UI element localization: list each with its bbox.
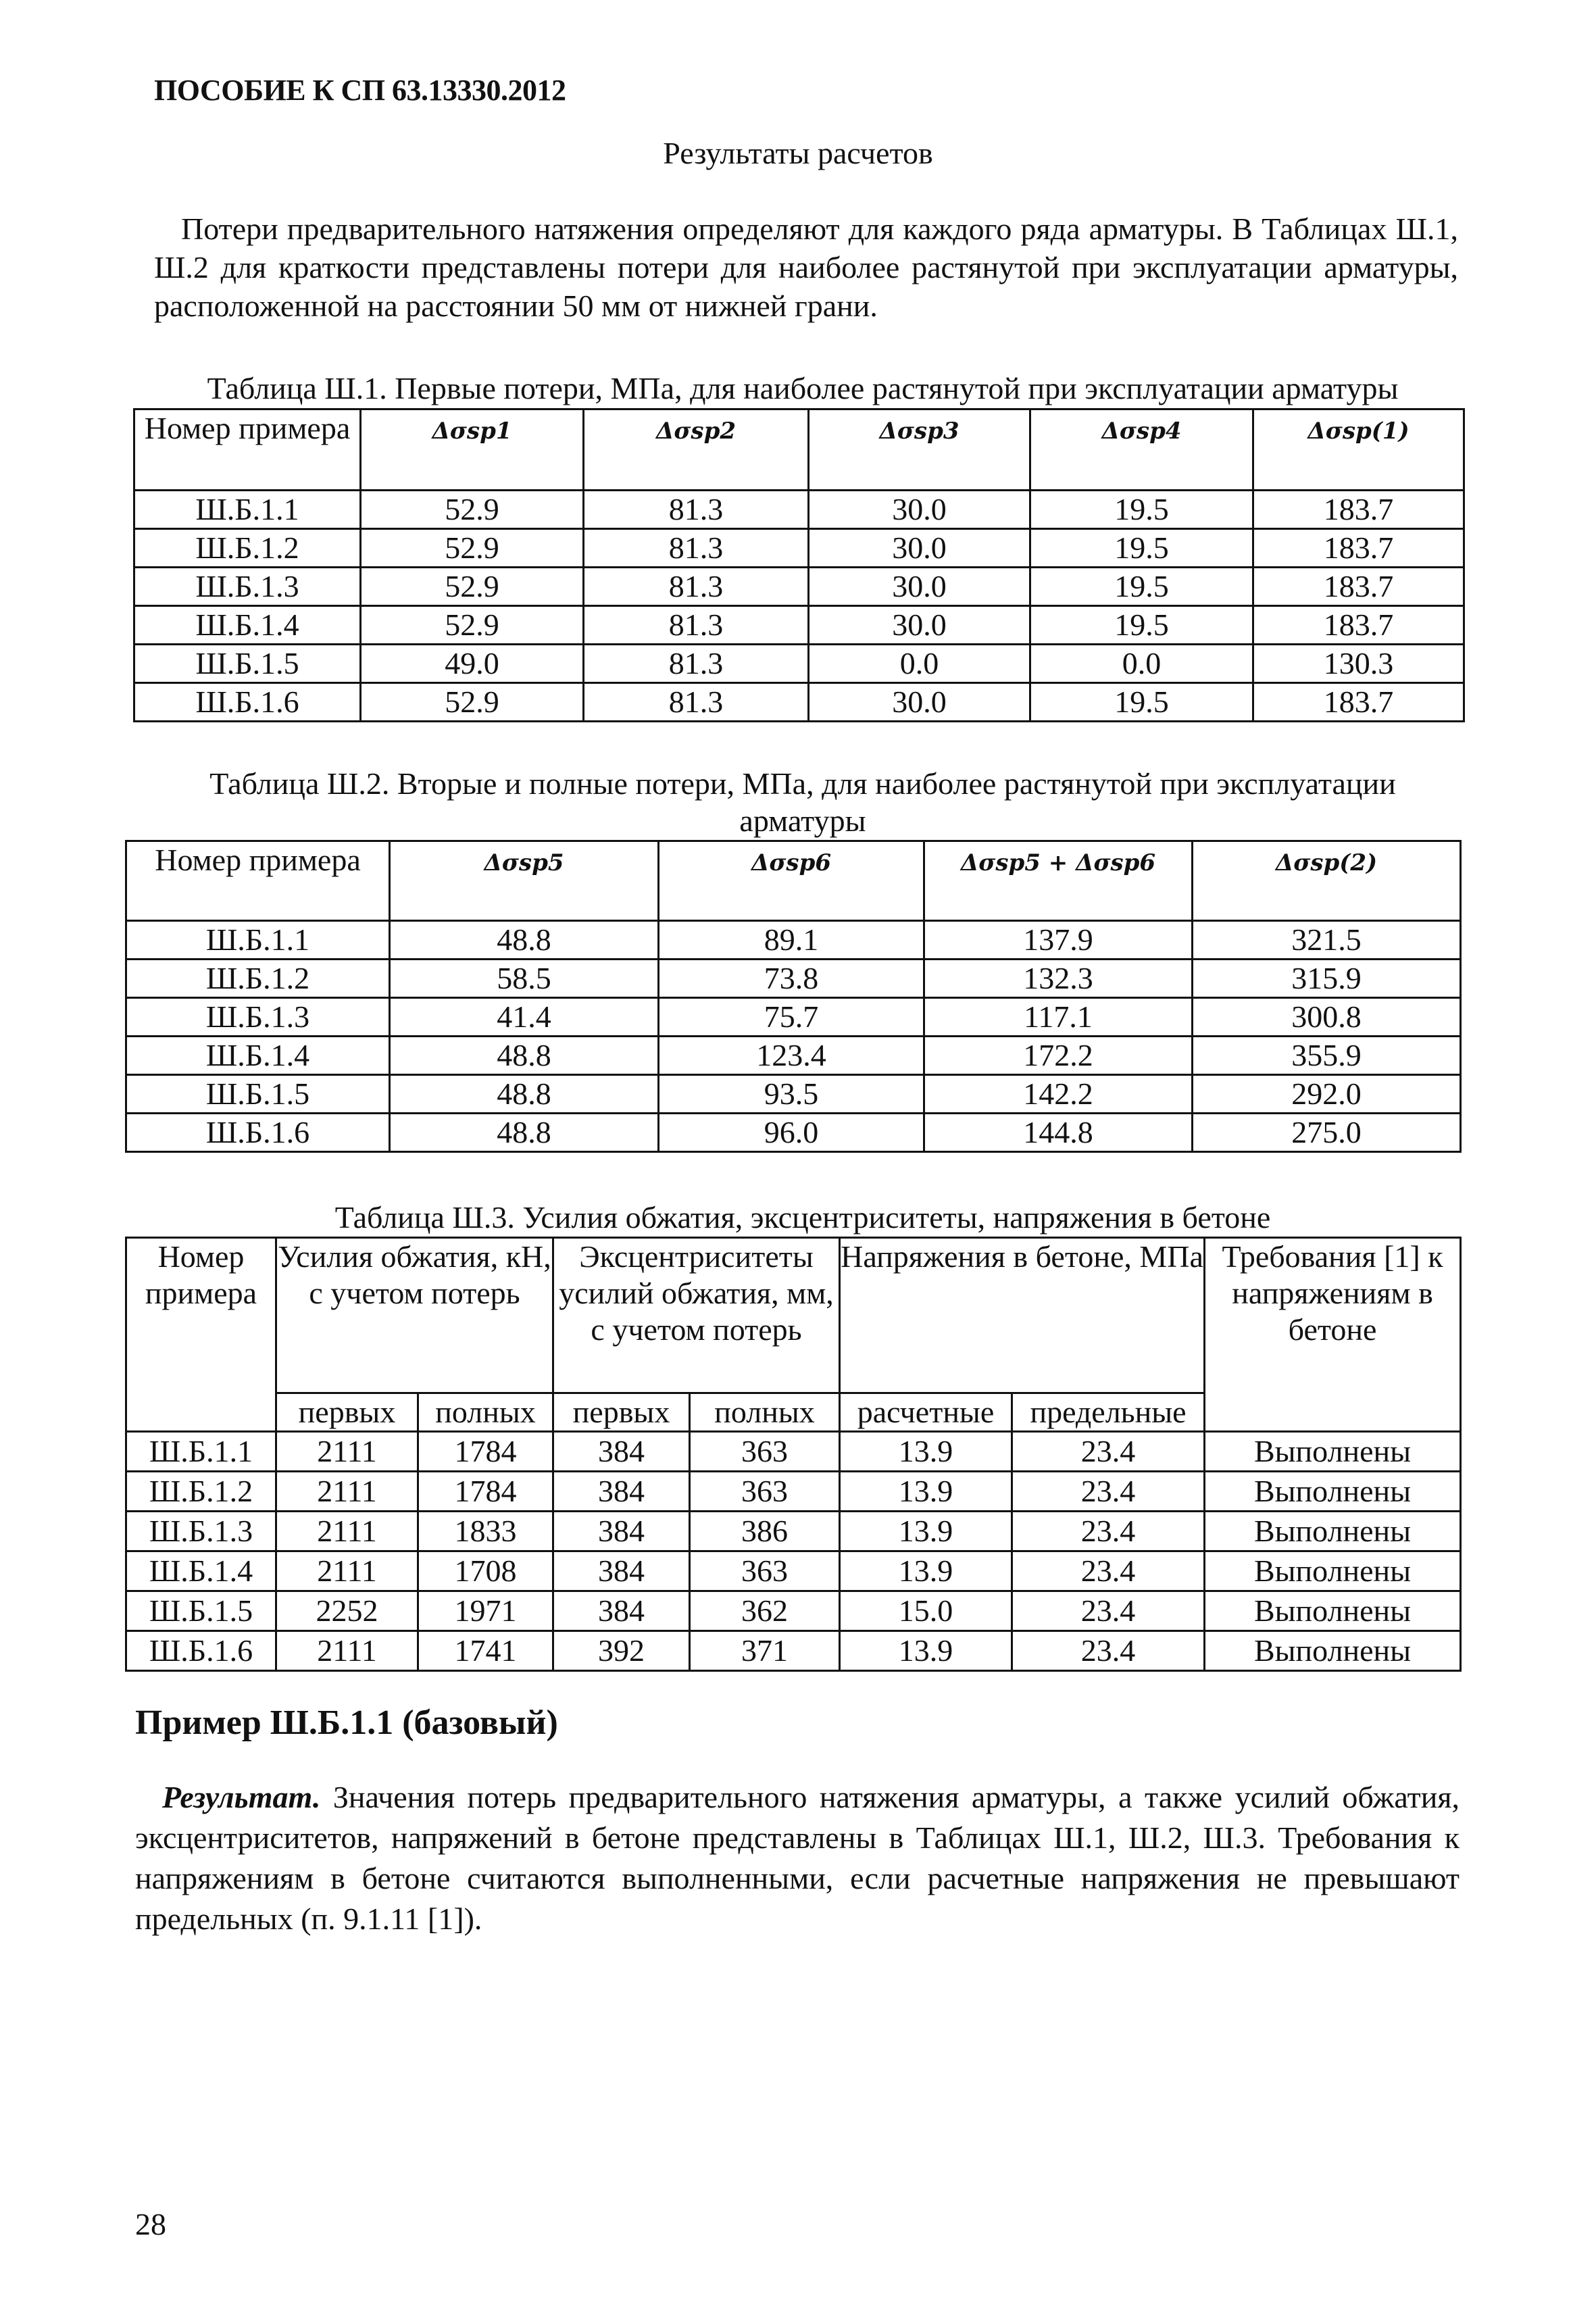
- table1-cell: 0.0: [809, 645, 1030, 683]
- table3-row: [126, 1432, 1461, 1472]
- table3-cell: Выполнены: [1205, 1432, 1461, 1472]
- intro-text: Потери предварительного натяжения определяют для каждого ряда арматуры. В Таблицах Ш.1, Ш.2 для краткости представлены потери для наиболее растянутой при эксплуатации арматуры, расположенной на расстоянии 50 мм от нижней грани.: [154, 211, 1458, 323]
- table3-row: [126, 1512, 1461, 1551]
- table2-cell: 292.0: [1193, 1075, 1461, 1114]
- table3-cell: 386: [690, 1512, 840, 1551]
- table2-header-row: [126, 841, 1461, 921]
- table3-cell: Ш.Б.1.5: [126, 1591, 276, 1631]
- table3-cell: 384: [553, 1591, 690, 1631]
- table2-cell: 75.7: [659, 998, 924, 1037]
- table2-cell: 48.8: [390, 1037, 659, 1075]
- table1-header-row: [134, 409, 1464, 491]
- table3-cell: 2111: [276, 1472, 418, 1512]
- table2-cell: 48.8: [390, 1075, 659, 1114]
- table1-header-cell: [1253, 409, 1464, 491]
- table2-cell: 355.9: [1193, 1037, 1461, 1075]
- table3-cell: 2252: [276, 1591, 418, 1631]
- table3-cell: 1833: [418, 1512, 553, 1551]
- table1: [133, 408, 1465, 722]
- table1-caption: Таблица Ш.1. Первые потери, МПа, для наиболее растянутой при эксплуатации арматуры: [207, 371, 1399, 405]
- table2-cell: 89.1: [659, 921, 924, 960]
- table1-cell: 30.0: [809, 491, 1030, 529]
- table3-cell: 1971: [418, 1591, 553, 1631]
- table3-subheader-cell: предельные: [1012, 1393, 1205, 1432]
- result-paragraph: [135, 1777, 1460, 1939]
- table1-row: [134, 683, 1464, 722]
- table3-cell: 2111: [276, 1512, 418, 1551]
- table3-cell: Выполнены: [1205, 1631, 1461, 1671]
- table2-cell: 123.4: [659, 1037, 924, 1075]
- table3-cell: Ш.Б.1.1: [126, 1432, 276, 1472]
- table3-subheader-cell: первых: [276, 1393, 418, 1432]
- table1-cell: 52.9: [361, 491, 584, 529]
- table1-header-cell: [809, 409, 1030, 491]
- table3-cell: Выполнены: [1205, 1551, 1461, 1591]
- table1-cell: Ш.Б.1.1: [134, 491, 361, 529]
- table2-cell: 142.2: [924, 1075, 1193, 1114]
- table1-header-symbol: Δσsp1: [432, 418, 512, 445]
- table3-subheader-cell: полных: [690, 1393, 840, 1432]
- table2-cell: 41.4: [390, 998, 659, 1037]
- table2-body: [126, 921, 1461, 1152]
- section-title: Результаты расчетов: [663, 136, 933, 170]
- table3-cell: Выполнены: [1205, 1472, 1461, 1512]
- table3-header-cell: Напряжения в бетоне, МПа: [840, 1238, 1205, 1393]
- table3: [125, 1237, 1462, 1672]
- table2-cell: 172.2: [924, 1037, 1193, 1075]
- table1-cell: 30.0: [809, 683, 1030, 722]
- table3-cell: 363: [690, 1472, 840, 1512]
- table3-cell: 15.0: [840, 1591, 1012, 1631]
- table1-cell: 81.3: [584, 683, 809, 722]
- table1-cell: 19.5: [1030, 683, 1253, 722]
- table2-row: [126, 921, 1461, 960]
- table2-cell: 300.8: [1193, 998, 1461, 1037]
- table1-cell: 19.5: [1030, 568, 1253, 606]
- table1-cell: 19.5: [1030, 529, 1253, 568]
- table1-cell: Ш.Б.1.4: [134, 606, 361, 645]
- document-header: ПОСОБИЕ К СП 63.13330.2012: [154, 74, 566, 107]
- table2-cell: 315.9: [1193, 960, 1461, 998]
- table2-row: [126, 998, 1461, 1037]
- table3-row: [126, 1591, 1461, 1631]
- table3-row: [126, 1631, 1461, 1671]
- table2-cell: Ш.Б.1.6: [126, 1114, 390, 1152]
- table3-cell: 23.4: [1012, 1591, 1205, 1631]
- table2-header-cell: [924, 841, 1193, 921]
- table3-header-cell: Эксцентриситеты усилий обжатия, мм, с учетом потерь: [553, 1238, 840, 1393]
- table3-cell: 23.4: [1012, 1631, 1205, 1671]
- table1-row: [134, 568, 1464, 606]
- table3-cell: 1784: [418, 1472, 553, 1512]
- table2-cell: Ш.Б.1.2: [126, 960, 390, 998]
- table2-cell: 48.8: [390, 1114, 659, 1152]
- table1-cell: 183.7: [1253, 606, 1464, 645]
- table2-cell: 117.1: [924, 998, 1193, 1037]
- table2-cell: 73.8: [659, 960, 924, 998]
- table1-cell: 19.5: [1030, 491, 1253, 529]
- table3-header-row: [126, 1238, 1461, 1393]
- table3-header-cell: Усилия обжатия, кН, с учетом потерь: [276, 1238, 553, 1393]
- table1-body: [134, 491, 1464, 722]
- table1-cell: 183.7: [1253, 491, 1464, 529]
- table1-cell: Ш.Б.1.5: [134, 645, 361, 683]
- table2-cell: 144.8: [924, 1114, 1193, 1152]
- table1-cell: 30.0: [809, 606, 1030, 645]
- table1-cell: 30.0: [809, 529, 1030, 568]
- table3-cell: 13.9: [840, 1512, 1012, 1551]
- table3-cell: 384: [553, 1472, 690, 1512]
- table3-cell: Выполнены: [1205, 1512, 1461, 1551]
- table1-header-symbol: Δσsp4: [1101, 418, 1182, 445]
- table1-cell: 52.9: [361, 529, 584, 568]
- table3-cell: 1741: [418, 1631, 553, 1671]
- table2-row: [126, 1114, 1461, 1152]
- table3-cell: 13.9: [840, 1432, 1012, 1472]
- table3-cell: Ш.Б.1.2: [126, 1472, 276, 1512]
- table2-cell: Ш.Б.1.4: [126, 1037, 390, 1075]
- result-label: Результат.: [162, 1780, 321, 1814]
- table1-cell: 81.3: [584, 568, 809, 606]
- table3-cell: 392: [553, 1631, 690, 1671]
- table1-cell: 52.9: [361, 683, 584, 722]
- table2-header-cell: [1193, 841, 1461, 921]
- table3-cell: 363: [690, 1551, 840, 1591]
- intro-paragraph: [154, 209, 1458, 325]
- example-title: Пример Ш.Б.1.1 (базовый): [135, 1703, 558, 1742]
- table1-row: [134, 491, 1464, 529]
- table2-caption-line1: Таблица Ш.2. Вторые и полные потери, МПа, для наиболее растянутой при эксплуатации: [209, 766, 1396, 801]
- table2-cell: Ш.Б.1.3: [126, 998, 390, 1037]
- table1-row: [134, 606, 1464, 645]
- table2-row: [126, 960, 1461, 998]
- table2-cell: 137.9: [924, 921, 1193, 960]
- table3-header-cell: Номер примера: [126, 1238, 276, 1432]
- table3-cell: 384: [553, 1432, 690, 1472]
- table2-cell: Ш.Б.1.1: [126, 921, 390, 960]
- table3-cell: 1708: [418, 1551, 553, 1591]
- table1-row: [134, 529, 1464, 568]
- table3-cell: 23.4: [1012, 1551, 1205, 1591]
- table1-cell: 130.3: [1253, 645, 1464, 683]
- table2-cell: 58.5: [390, 960, 659, 998]
- table3-cell: Ш.Б.1.6: [126, 1631, 276, 1671]
- table3-cell: Выполнены: [1205, 1591, 1461, 1631]
- table2-caption-line2: арматуры: [739, 803, 866, 838]
- table1-header-symbol: Δσsp3: [879, 418, 959, 445]
- table3-subheader-cell: полных: [418, 1393, 553, 1432]
- result-text: Значения потерь предварительного натяжения арматуры, а также усилий обжатия, эксцентриситетов, напряжений в бетоне представлены в Таблицах Ш.1, Ш.2, Ш.3. Требования к напряжениям в бетоне считаются выполненными, если расчетные напряжения не превышают предельных (п. 9.1.11 [1]).: [135, 1780, 1460, 1936]
- table1-cell: 183.7: [1253, 529, 1464, 568]
- table2-cell: 96.0: [659, 1114, 924, 1152]
- table2-header-cell: [390, 841, 659, 921]
- table3-cell: 13.9: [840, 1631, 1012, 1671]
- table1-cell: 19.5: [1030, 606, 1253, 645]
- table2-row: [126, 1037, 1461, 1075]
- table2-header-symbol: Δσsp6: [751, 849, 832, 876]
- table2: [125, 840, 1462, 1153]
- table3-subheader-cell: расчетные: [840, 1393, 1012, 1432]
- table3-body: [126, 1432, 1461, 1671]
- page-number: 28: [135, 2207, 166, 2241]
- table2-row: [126, 1075, 1461, 1114]
- table3-cell: 23.4: [1012, 1512, 1205, 1551]
- table1-header-cell: [361, 409, 584, 491]
- table3-cell: 23.4: [1012, 1432, 1205, 1472]
- table3-cell: Ш.Б.1.3: [126, 1512, 276, 1551]
- table3-cell: 363: [690, 1432, 840, 1472]
- table1-header-cell: Номер примера: [134, 409, 361, 491]
- table3-cell: Ш.Б.1.4: [126, 1551, 276, 1591]
- table1-cell: Ш.Б.1.6: [134, 683, 361, 722]
- table3-cell: 2111: [276, 1432, 418, 1472]
- table3-cell: 13.9: [840, 1472, 1012, 1512]
- table1-cell: 183.7: [1253, 683, 1464, 722]
- table1-cell: 30.0: [809, 568, 1030, 606]
- table3-row: [126, 1551, 1461, 1591]
- table1-cell: 81.3: [584, 529, 809, 568]
- table1-cell: Ш.Б.1.2: [134, 529, 361, 568]
- table1-cell: 0.0: [1030, 645, 1253, 683]
- table3-cell: 2111: [276, 1631, 418, 1671]
- table2-header-cell: Номер примера: [126, 841, 390, 921]
- table1-cell: 49.0: [361, 645, 584, 683]
- table3-header-cell: Требования [1] к напряжениям в бетоне: [1205, 1238, 1461, 1432]
- table2-cell: Ш.Б.1.5: [126, 1075, 390, 1114]
- table3-cell: 384: [553, 1551, 690, 1591]
- table3-cell: 2111: [276, 1551, 418, 1591]
- table2-cell: 132.3: [924, 960, 1193, 998]
- table1-row: [134, 645, 1464, 683]
- table1-cell: 52.9: [361, 606, 584, 645]
- table2-header-symbol: Δσsp5 + Δσsp6: [960, 849, 1156, 876]
- table3-cell: 13.9: [840, 1551, 1012, 1591]
- table3-cell: 362: [690, 1591, 840, 1631]
- table2-cell: 321.5: [1193, 921, 1461, 960]
- table3-row: [126, 1472, 1461, 1512]
- table3-caption: Таблица Ш.3. Усилия обжатия, эксцентриситеты, напряжения в бетоне: [334, 1200, 1271, 1235]
- table2-header-cell: [659, 841, 924, 921]
- table1-cell: 81.3: [584, 645, 809, 683]
- table1-header-cell: [584, 409, 809, 491]
- table3-cell: 371: [690, 1631, 840, 1671]
- table1-header-symbol: Δσsp2: [655, 418, 737, 445]
- table1-cell: 52.9: [361, 568, 584, 606]
- table2-cell: 275.0: [1193, 1114, 1461, 1152]
- table1-header-cell: [1030, 409, 1253, 491]
- table3-subheader-cell: первых: [553, 1393, 690, 1432]
- table2-header-symbol: Δσsp5: [484, 849, 564, 876]
- table1-cell: 81.3: [584, 491, 809, 529]
- table3-cell: 384: [553, 1512, 690, 1551]
- table1-cell: Ш.Б.1.3: [134, 568, 361, 606]
- table3-cell: 1784: [418, 1432, 553, 1472]
- table1-cell: 81.3: [584, 606, 809, 645]
- table1-cell: 183.7: [1253, 568, 1464, 606]
- table2-header-symbol: Δσsp(2): [1275, 849, 1378, 876]
- table1-header-symbol: Δσsp(1): [1307, 418, 1410, 445]
- table3-cell: 23.4: [1012, 1472, 1205, 1512]
- table2-cell: 93.5: [659, 1075, 924, 1114]
- table2-cell: 48.8: [390, 921, 659, 960]
